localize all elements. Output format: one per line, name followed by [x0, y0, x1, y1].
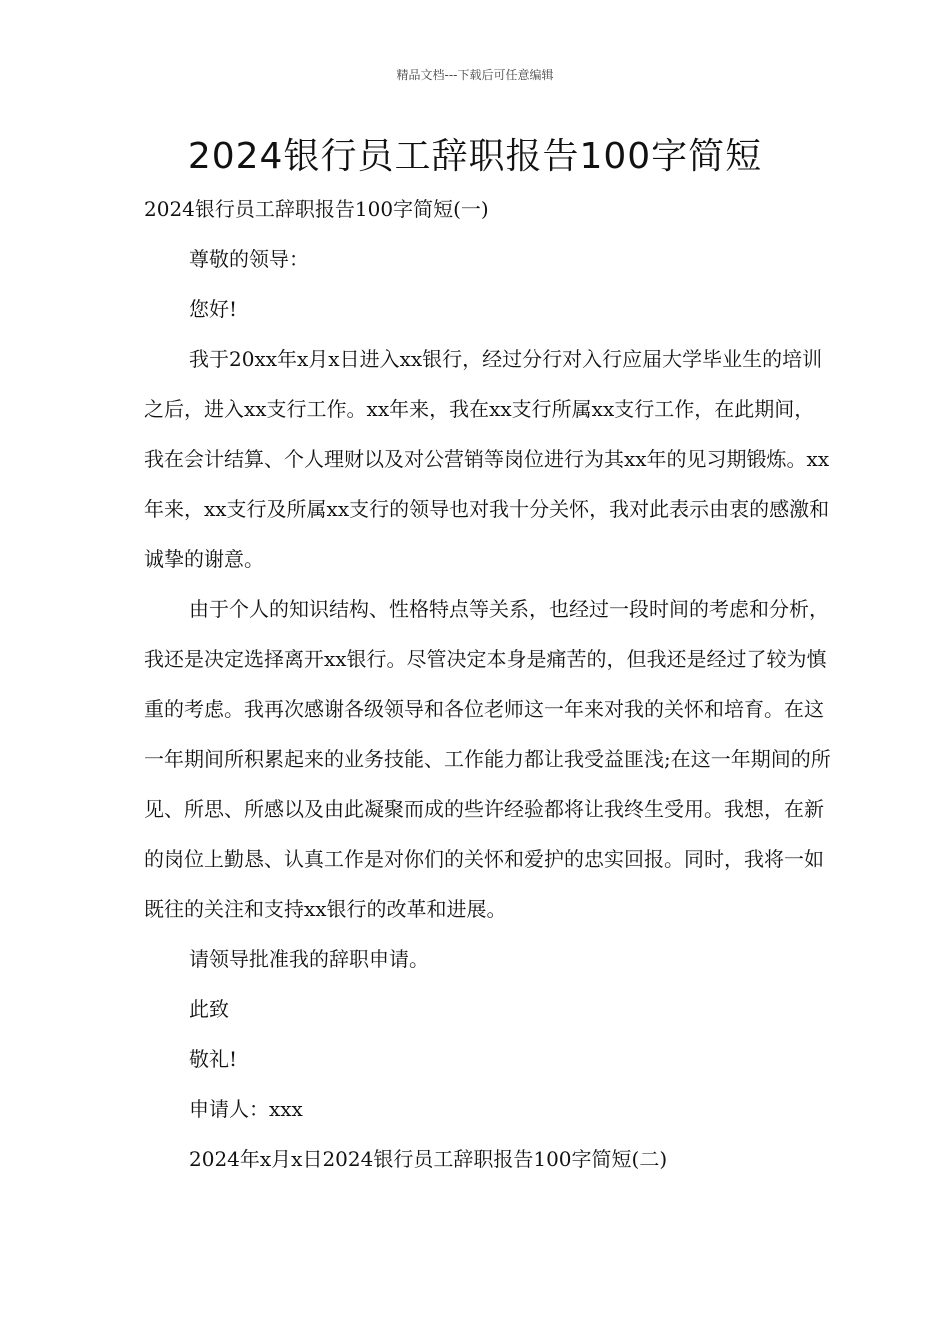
closing-line-2: 敬礼!: [189, 1047, 238, 1071]
salutation: 尊敬的领导：: [189, 247, 309, 271]
date-and-next-section: 2024年x月x日2024银行员工辞职报告100字简短(二): [189, 1147, 668, 1171]
closing-line-1: 此致: [189, 997, 229, 1021]
body-paragraph-1: 我于20xx年x月x日进入xx银行，经过分行对入行应届大学毕业生的培训之后，进入xx支行工作。xx年来，我在xx支行所属xx支行工作，在此期间，我在会计结算、个人理财以及对公营销等岗位进行为其xx年的见习期锻炼。xx年来，xx支行及所属xx支行的领导也对我十分关怀，我对此表示由衷的感激和诚挚的谢意。: [144, 347, 830, 571]
greeting: 您好!: [189, 297, 238, 321]
page-header-note: 精品文档---下载后可任意编辑: [396, 68, 554, 82]
resignation-request: 请领导批准我的辞职申请。: [189, 947, 429, 971]
document-body: [144, 184, 834, 1184]
section-subtitle: 2024银行员工辞职报告100字简短(一): [144, 197, 489, 221]
body-paragraph-2: 由于个人的知识结构、性格特点等关系，也经过一段时间的考虑和分析，我还是决定选择离开xx银行。尽管决定本身是痛苦的，但我还是经过了较为慎重的考虑。我再次感谢各级领导和各位老师这一年来对我的关怀和培育。在这一年期间所积累起来的业务技能、工作能力都让我受益匪浅;在这一年期间的所见、所思、所感以及由此凝聚而成的些许经验都将让我终生受用。我想，在新的岗位上勤恳、认真工作是对你们的关怀和爱护的忠实回报。同时，我将一如既往的关注和支持xx银行的改革和进展。: [144, 597, 831, 921]
document-title: 2024银行员工辞职报告100字简短: [187, 136, 763, 177]
applicant-signature: 申请人：xxx: [189, 1097, 303, 1121]
